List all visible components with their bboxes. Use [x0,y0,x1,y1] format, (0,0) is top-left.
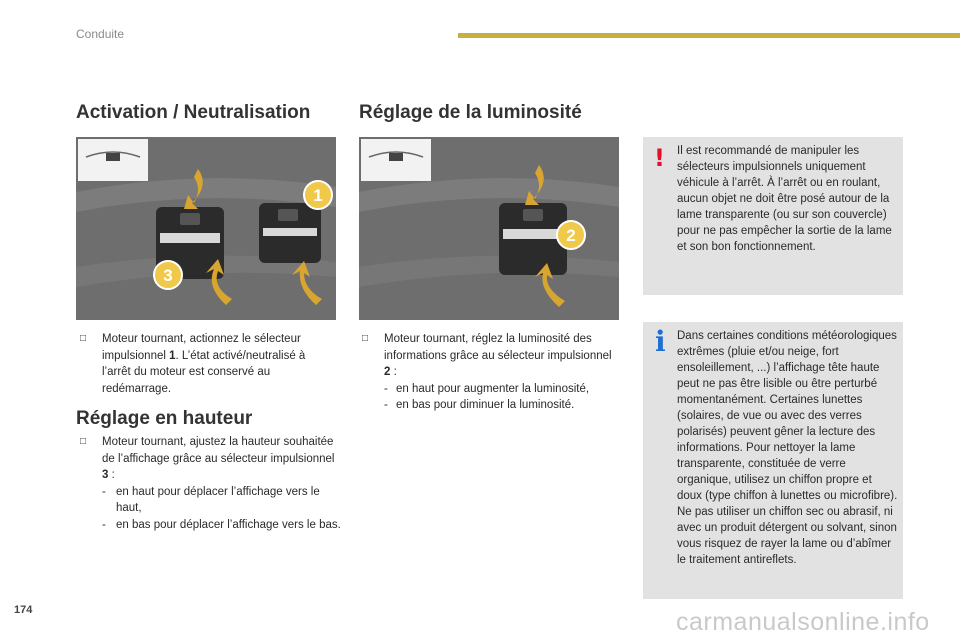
illustration-brightness [359,137,619,320]
instruction-text: : [390,366,397,378]
instruction-text: Moteur tournant, actionnez le sélecteur impulsionnel [102,333,301,362]
illustration-activation-height [76,137,336,320]
section-title: Conduite [76,27,125,41]
list-item: - en haut pour augmenter la luminosité, [384,382,590,395]
selector-number: 1 [169,349,176,362]
brightness-instruction [362,331,612,414]
selector-number: 2 [384,366,391,378]
height-instruction [80,434,342,533]
warning-box [643,137,903,295]
heading-activation: Activation / Neutralisation [76,102,311,123]
checkbox-bullet-icon: □ [80,333,87,344]
heading-brightness: Réglage de la luminosité [359,102,582,123]
info-icon: i [655,325,666,358]
callout-label: 1 [313,186,323,205]
list-item: - en bas pour diminuer la luminosité. [384,399,575,411]
callout-label: 2 [566,226,576,245]
instruction-text: . L’état activé/neutralisé à l’arrêt du moteur est conservé au redémarrage. [102,349,306,395]
header-accent-bar [458,33,960,38]
page-number: 174 [14,604,33,616]
info-text: Dans certaines conditions météorologiques extrêmes (pluie et/ou neige, fort ensoleillement, ...) l’affichage tête haute peut ne pas être lisible ou être perturbé momentanément. Certaines lunettes (solaires, de vue ou avec des verres polarisés) peuvent gêner la lecture des informations. Pour nettoyer la lame transparente, constituée de verre organique, utilisez un chiffon propre et doux (type chiffon à lunettes ou microfibre). Ne pas utiliser un chiffon sec ou abrasif, ni avec un produit détergent ou solvant, sinon vous risquez de rayer la lame ou d’abîmer le traitement antireflets. [677,330,898,566]
list-item: - en haut pour déplacer l’affichage vers le haut, [102,485,320,514]
selector-number: 3 [102,469,109,481]
checkbox-bullet-icon: □ [80,436,87,447]
info-box [643,322,903,599]
exclamation-icon: ! [654,144,665,172]
heading-height: Réglage en hauteur [76,408,253,429]
callout-label: 3 [163,266,173,285]
instruction-text: : [108,469,115,481]
warning-text: Il est recommandé de manipuler les sélecteurs impulsionnels uniquement véhicule à l’arrêt. À l’arrêt ou en roulant, aucun objet ne doit être posé autour de la lame transparente (ou sur son couvercle) pour ne pas empêcher la sortie de la lame et son bon fonctionnement. [677,145,892,253]
instruction-text: Moteur tournant, ajustez la hauteur souhaitée de l’affichage grâce au sélecteur impulsionnel [102,436,335,465]
list-item: - en bas pour déplacer l’affichage vers le bas. [102,518,341,531]
footer-watermark: carmanualsonline.info [676,608,930,636]
instruction-text: Moteur tournant, réglez la luminosité des informations grâce au sélecteur impulsionnel [384,333,612,362]
checkbox-bullet-icon: □ [362,333,369,344]
activation-instruction [80,331,326,397]
